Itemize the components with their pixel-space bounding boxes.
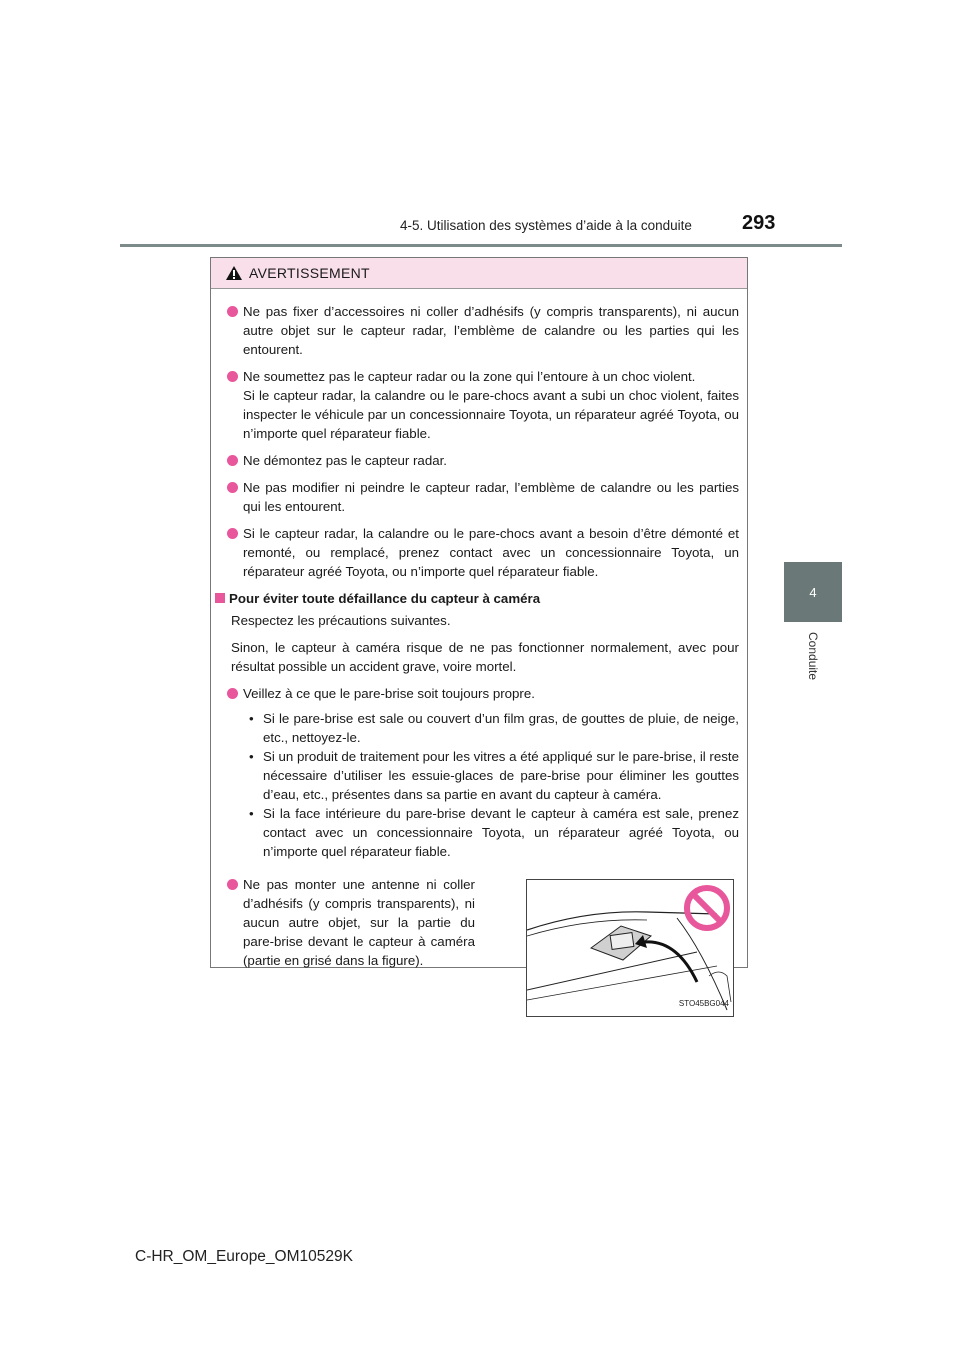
warning-content	[211, 302, 747, 1025]
sub-bullet-icon: •	[249, 711, 254, 726]
paragraph: Sinon, le capteur à caméra risque de ne pas fonctionner normalement, avec pour résultat possible un accident grave, voire mortel.	[231, 640, 739, 674]
sub-item: • Si la face intérieure du pare-brise devant le capteur à caméra est sale, prenez contact avec un concessionnaire Toyota, un réparateur agréé Toyota, ou n’importe quel réparateur fiable.	[249, 806, 739, 859]
list-item: Ne soumettez pas le capteur radar ou la zone qui l’entoure à un choc violent. Si le capteur radar, la calandre ou le pare-chocs avant a subi un choc violent, faites inspecter le véhicule par un concessionnaire Toyota, un réparateur agréé Toyota, ou n’importe quel réparateur fiable.	[211, 367, 747, 443]
chapter-label: Conduite	[806, 632, 820, 681]
list-item: Si le capteur radar, la calandre ou le pare-chocs avant a besoin d’être démonté et remonté, ou remplacé, prenez contact avec un concessionnaire Toyota, un réparateur agréé Toyota, ou n’importe quel réparateur fiable.	[211, 524, 747, 581]
bullet-icon	[227, 455, 238, 466]
warning-triangle-icon	[225, 265, 243, 281]
square-bullet-icon	[215, 593, 225, 603]
warning-title: AVERTISSEMENT	[249, 265, 370, 281]
figure-row	[211, 875, 747, 1025]
section-header: 4-5. Utilisation des systèmes d’aide à la conduite	[400, 218, 692, 233]
list-item: Ne pas monter une antenne ni coller d’adhésifs (y compris transparents), ni aucun autre objet, sur la partie du pare-brise devant le capteur à caméra (partie en grisé dans la figure).	[211, 875, 483, 970]
warning-header	[211, 258, 747, 289]
paragraph: Respectez les précautions suivantes.	[231, 613, 451, 628]
page-number: 293	[742, 212, 776, 234]
bullet-icon	[227, 688, 238, 699]
chapter-tab[interactable]	[784, 562, 842, 622]
list-item: Ne pas modifier ni peindre le capteur radar, l’emblème de calandre ou les parties qui les entourent.	[211, 478, 747, 516]
list-item: Ne pas fixer d’accessoires ni coller d’adhésifs (y compris transparents), ni aucun autre objet sur le capteur radar, l’emblème de calandre ou les parties qui les entourent.	[211, 302, 747, 359]
section-title: Pour éviter toute défaillance du capteur à caméra	[211, 589, 747, 608]
warning-box	[210, 257, 748, 1008]
bullet-icon	[227, 482, 238, 493]
list-item: Veillez à ce que le pare-brise soit toujours propre.	[211, 684, 747, 703]
sub-item: • Si un produit de traitement pour les vitres a été appliqué sur le pare-brise, il reste nécessaire d’utiliser les essuie-glaces de pare-brise pour éliminer les gouttes d’eau, etc., présentes dans sa partie en avant du capteur à caméra.	[249, 749, 739, 802]
bullet-icon	[227, 306, 238, 317]
prohibited-icon	[683, 884, 731, 932]
sub-bullet-icon: •	[249, 806, 254, 821]
list-item: Ne démontez pas le capteur radar.	[211, 451, 747, 470]
windshield-figure	[526, 879, 734, 1017]
document-code: C-HR_OM_Europe_OM10529K	[135, 1248, 353, 1265]
bullet-icon	[227, 528, 238, 539]
bullet-icon	[227, 879, 238, 890]
sub-item: • Si le pare-brise est sale ou couvert d’un film gras, de gouttes de pluie, de neige, etc., nettoyez-le.	[249, 711, 739, 745]
chapter-number: 4	[809, 584, 817, 600]
header-divider	[120, 244, 842, 247]
figure-code: STO45BG044	[678, 999, 729, 1008]
sub-bullet-icon: •	[249, 749, 254, 764]
bullet-icon	[227, 371, 238, 382]
